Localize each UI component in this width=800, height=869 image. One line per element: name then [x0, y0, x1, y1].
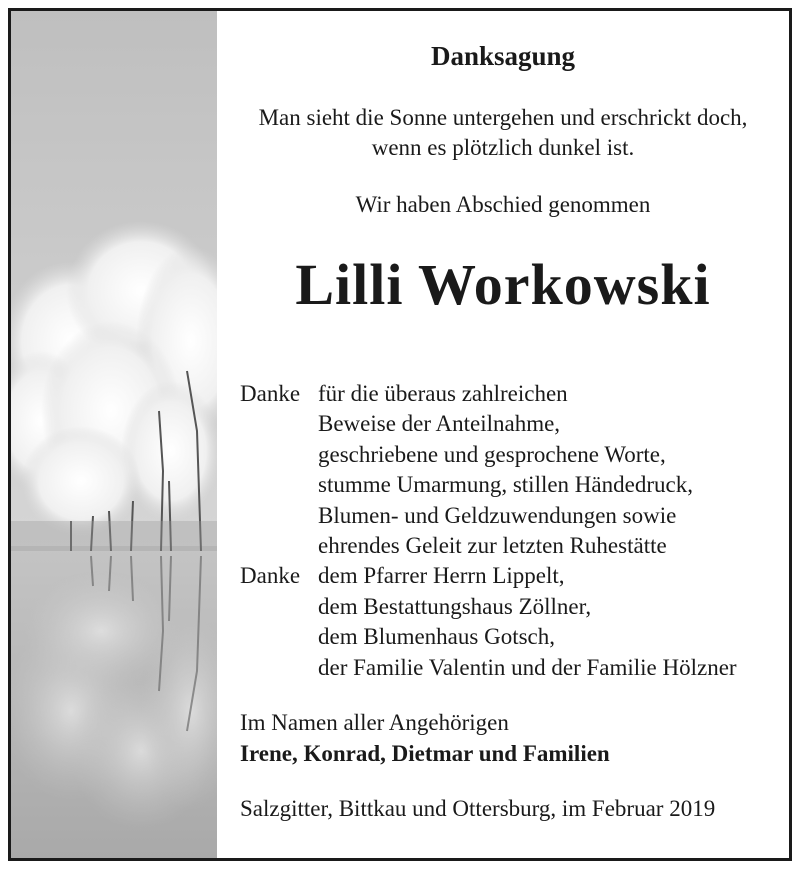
- place-and-date: Salzgitter, Bittkau und Ottersburg, im Februar 2019: [240, 796, 716, 821]
- thanks-line: Beweise der Anteilnahme,: [318, 411, 561, 437]
- thanks-label: Danke: [240, 381, 301, 406]
- thanks-line: für die überaus zahlreichen: [318, 381, 568, 406]
- thanks-line: stumme Umarmung, stillen Händedruck,: [318, 472, 693, 498]
- thanks-lines: [318, 561, 737, 683]
- quote-line: Man sieht die Sonne untergehen und erschrickt doch,: [258, 105, 748, 130]
- heading: Danksagung: [430, 41, 576, 71]
- obituary-text: [217, 11, 789, 858]
- obituary-card: [8, 8, 792, 861]
- thanks-lines: [318, 379, 693, 561]
- signoff-intro: Im Namen aller Angehörigen: [240, 710, 509, 735]
- farewell-line: Wir haben Abschied genommen: [355, 192, 651, 217]
- thanks-line: dem Pfarrer Herrn Lippelt,: [318, 563, 565, 589]
- mourner-names: Irene, Konrad, Dietmar und Familien: [240, 741, 610, 766]
- thanks-section: [240, 379, 737, 683]
- thanks-line: Blumen- und Geldzuwendungen sowie: [318, 502, 677, 528]
- thanks-line: dem Bestattungshaus Zöllner,: [318, 593, 592, 619]
- thanks-label: Danke: [240, 563, 301, 589]
- winter-trees-photo: [11, 11, 217, 858]
- deceased-name: Lilli Workowski: [295, 252, 711, 317]
- thanks-row: [240, 561, 737, 683]
- thanks-line: geschriebene und gesprochene Worte,: [318, 441, 666, 467]
- thanks-line: der Familie Valentin und der Familie Hölzner: [318, 654, 737, 680]
- signoff: [240, 707, 610, 769]
- thanks-row: [240, 379, 737, 561]
- thanks-line: ehrendes Geleit zur letzten Ruhestätte: [318, 533, 667, 559]
- thanks-line: dem Blumenhaus Gotsch,: [318, 624, 555, 650]
- quote: [217, 103, 789, 163]
- quote-line: wenn es plötzlich dunkel ist.: [371, 135, 635, 160]
